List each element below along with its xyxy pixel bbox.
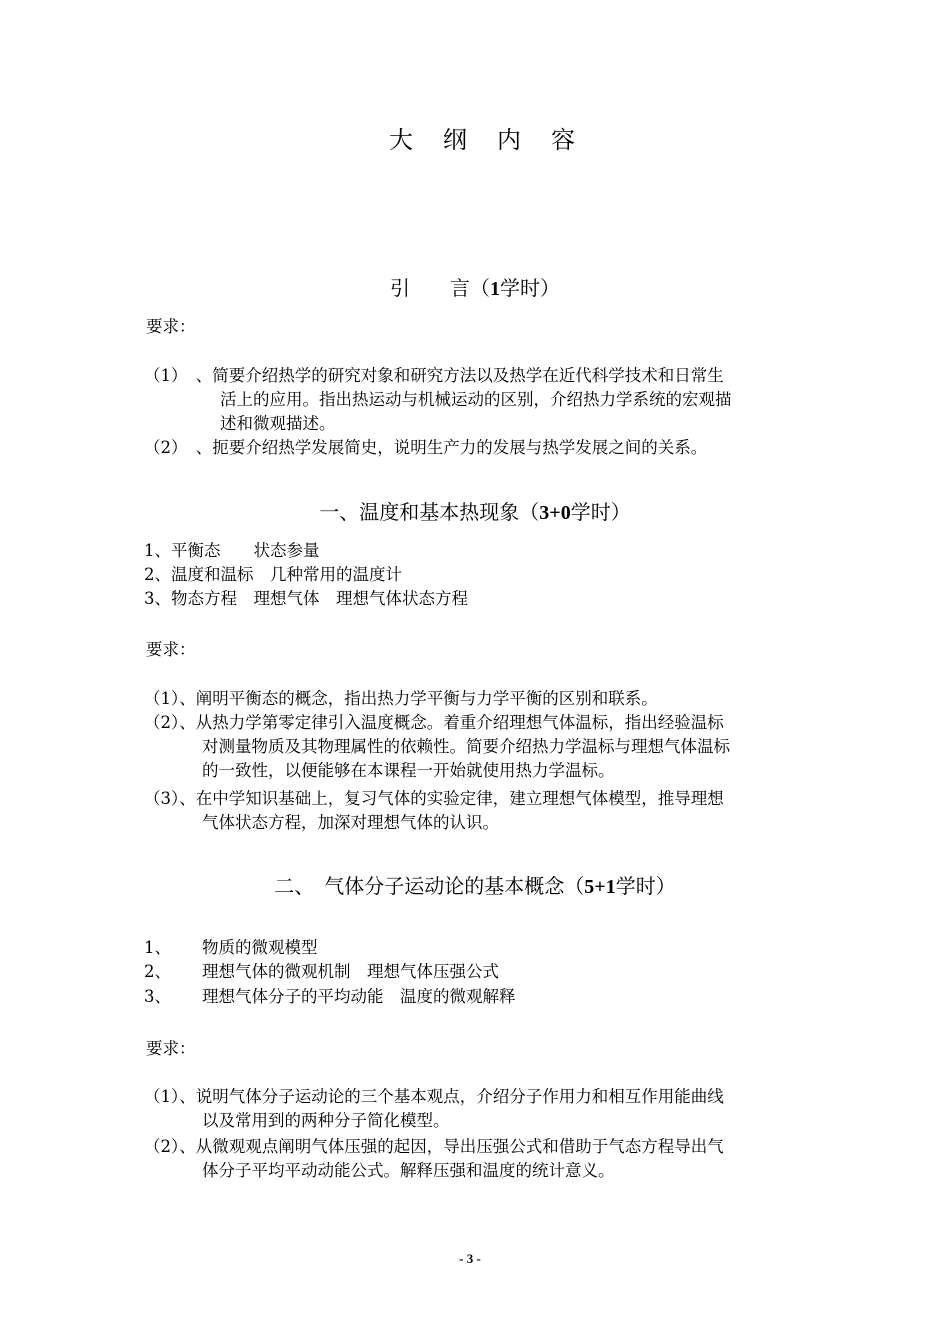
intro-title-suffix: 学时） <box>500 276 560 300</box>
section2-req-2-line-2: 体分子平均平动动能公式。解释压强和温度的统计意义。 <box>202 1161 615 1180</box>
intro-requirement-1 <box>144 364 814 436</box>
intro-section-title <box>0 272 950 301</box>
intro-req-1-line-3: 述和微观描述。 <box>220 414 336 433</box>
section2-requirements-label: 要求： <box>146 1039 196 1058</box>
section2-title <box>0 870 950 899</box>
intro-req-1-line-2: 活上的应用。指出热运动与机械运动的区别，介绍热力学系统的宏观描 <box>220 390 732 409</box>
section2-req-2-line-1: （2）、从微观观点阐明气体压强的起因，导出压强公式和借助于气态方程导出气 <box>144 1137 724 1156</box>
section1-requirement-1 <box>144 687 814 711</box>
section2-topic-2-num: 2、 <box>144 962 171 981</box>
section2-requirement-1 <box>144 1085 814 1133</box>
section1-topic-2: 2、温度和温标 几种常用的温度计 <box>144 565 402 584</box>
section1-req-2-line-3: 的一致性，以便能够在本课程一开始就使用热力学温标。 <box>202 761 615 780</box>
intro-title-prefix: 引 言（ <box>390 276 490 300</box>
section2-title-prefix: 二、 气体分子运动论的基本概念（ <box>274 874 585 898</box>
section1-req-2-line-1: （2）、从热力学第零定律引入温度概念。着重介绍理想气体温标，指出经验温标 <box>144 713 724 732</box>
section2-topic-3-text: 理想气体分子的平均动能 温度的微观解释 <box>202 987 516 1006</box>
section1-requirement-2 <box>144 711 814 783</box>
section2-topic-1-num: 1、 <box>144 938 171 957</box>
section1-requirement-3 <box>144 787 814 835</box>
section2-topic-1 <box>144 936 318 960</box>
section1-req-2-line-2: 对测量物质及其物理属性的依赖性。简要介绍热力学温标与理想气体温标 <box>202 737 730 756</box>
section1-requirements-label: 要求： <box>146 640 196 659</box>
section2-topic-3-num: 3、 <box>144 987 171 1006</box>
section2-topic-1-text: 物质的微观模型 <box>202 938 318 957</box>
section1-title <box>0 496 950 525</box>
section2-req-1-line-1: （1）、说明气体分子运动论的三个基本观点，介绍分子作用力和相互作用能曲线 <box>144 1087 724 1106</box>
intro-req-1-line-1: （1） 、简要介绍热学的研究对象和研究方法以及热学在近代科学技术和日常生 <box>144 366 724 385</box>
section1-title-hours: 3+0 <box>539 502 571 524</box>
section1-req-3-line-1: （3）、在中学知识基础上，复习气体的实验定律，建立理想气体模型，推导理想 <box>144 789 724 808</box>
section2-topic-2-text: 理想气体的微观机制 理想气体压强公式 <box>202 962 499 981</box>
section1-title-prefix: 一、温度和基本热现象（ <box>319 500 540 524</box>
section1-topic-3: 3、物态方程 理想气体 理想气体状态方程 <box>144 589 468 608</box>
section1-title-suffix: 学时） <box>570 500 631 524</box>
section2-requirement-2 <box>144 1135 814 1183</box>
page-number: - 3 - <box>459 1251 481 1266</box>
page-title: 大纲内容 <box>389 126 605 154</box>
section2-req-1-line-2: 以及常用到的两种分子简化模型。 <box>202 1111 450 1130</box>
section2-topic-2 <box>144 960 499 984</box>
section1-topic-1: 1、平衡态 状态参量 <box>144 541 320 560</box>
section1-req-1-line-1: （1）、阐明平衡态的概念，指出热力学平衡与力学平衡的区别和联系。 <box>144 689 658 708</box>
intro-req-2-line-1: （2） 、扼要介绍热学发展简史，说明生产力的发展与热学发展之间的关系。 <box>144 438 708 457</box>
section1-req-3-line-2: 气体状态方程，加深对理想气体的认识。 <box>202 813 499 832</box>
section2-topic-3 <box>144 985 516 1009</box>
intro-title-hours: 1 <box>490 278 500 300</box>
intro-requirements-label: 要求： <box>146 317 196 336</box>
section2-title-hours: 5+1 <box>584 876 616 898</box>
section2-title-suffix: 学时） <box>615 874 676 898</box>
intro-requirement-2 <box>144 436 814 460</box>
